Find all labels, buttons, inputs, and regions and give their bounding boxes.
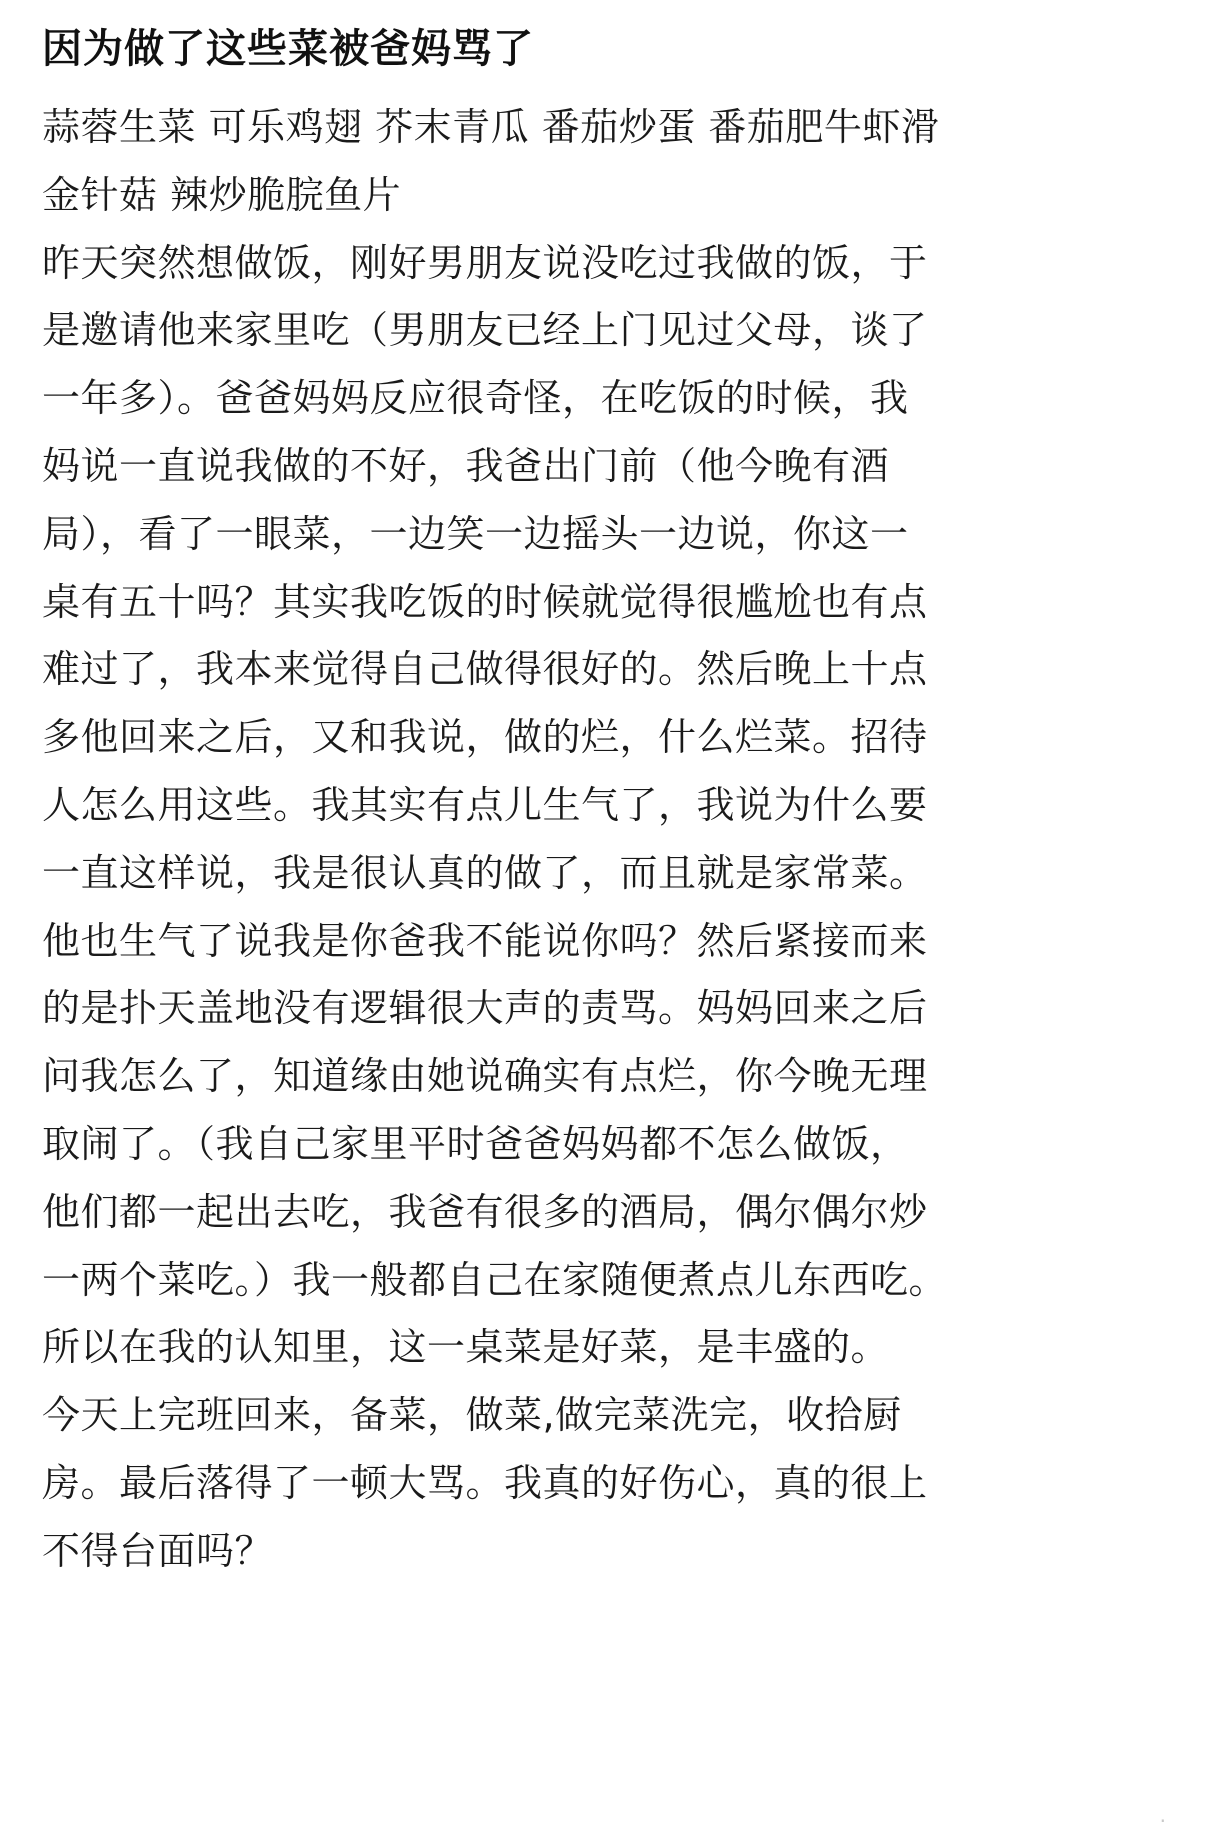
post-line: 人怎么用这些。我其实有点儿生气了，我说为什么要 — [42, 782, 928, 827]
watermark: · — [1159, 1809, 1166, 1833]
post-line: 局），看了一眼菜，一边笑一边摇头一边说，你这一 — [42, 511, 909, 556]
post-title: 因为做了这些菜被爸妈骂了 — [42, 26, 534, 72]
post-body — [42, 94, 982, 1586]
post-line: 问我怎么了，知道缘由她说确实有点烂，你今晚无理 — [42, 1054, 928, 1099]
post-line: 一两个菜吃。）我一般都自己在家随便煮点儿东西吃。 — [42, 1257, 948, 1302]
post-line: 今天上完班回来，备菜，做菜,做完菜洗完，收拾厨 — [42, 1393, 902, 1438]
post-line: 是邀请他来家里吃（男朋友已经上门见过父母，谈了 — [42, 308, 928, 353]
post-line: 房。最后落得了一顿大骂。我真的好伤心，真的很上 — [42, 1460, 928, 1505]
post-line: 昨天突然想做饭，刚好男朋友说没吃过我做的饭，于 — [42, 240, 928, 285]
post-line: 难过了，我本来觉得自己做得很好的。然后晚上十点 — [42, 647, 928, 692]
post-line: 桌有五十吗？其实我吃饭的时候就觉得很尴尬也有点 — [42, 579, 928, 624]
post-line: 他也生气了说我是你爸我不能说你吗？然后紧接而来 — [42, 918, 928, 963]
post-line: 多他回来之后，又和我说，做的烂，什么烂菜。招待 — [42, 715, 928, 760]
post-container — [42, 18, 982, 1586]
post-line: 妈说一直说我做的不好，我爸出门前（他今晚有酒 — [42, 443, 890, 488]
post-line: 他们都一起出去吃，我爸有很多的酒局，偶尔偶尔炒 — [42, 1189, 928, 1234]
post-line: 的是扑天盖地没有逻辑很大声的责骂。妈妈回来之后 — [42, 986, 928, 1031]
post-line: 金针菇 辣炒脆脘鱼片 — [42, 172, 402, 217]
post-line: 不得台面吗？ — [42, 1528, 274, 1573]
post-line: 一直这样说，我是很认真的做了，而且就是家常菜。 — [42, 850, 928, 895]
post-line: 蒜蓉生菜 可乐鸡翅 芥末青瓜 番茄炒蛋 番茄肥牛虾滑 — [42, 105, 940, 149]
post-line: 取闹了。（我自己家里平时爸爸妈妈都不怎么做饭， — [42, 1121, 909, 1166]
post-line: 一年多）。爸爸妈妈反应很奇怪，在吃饭的时候，我 — [42, 376, 909, 421]
post-line: 所以在我的认知里，这一桌菜是好菜，是丰盛的。 — [42, 1325, 890, 1370]
